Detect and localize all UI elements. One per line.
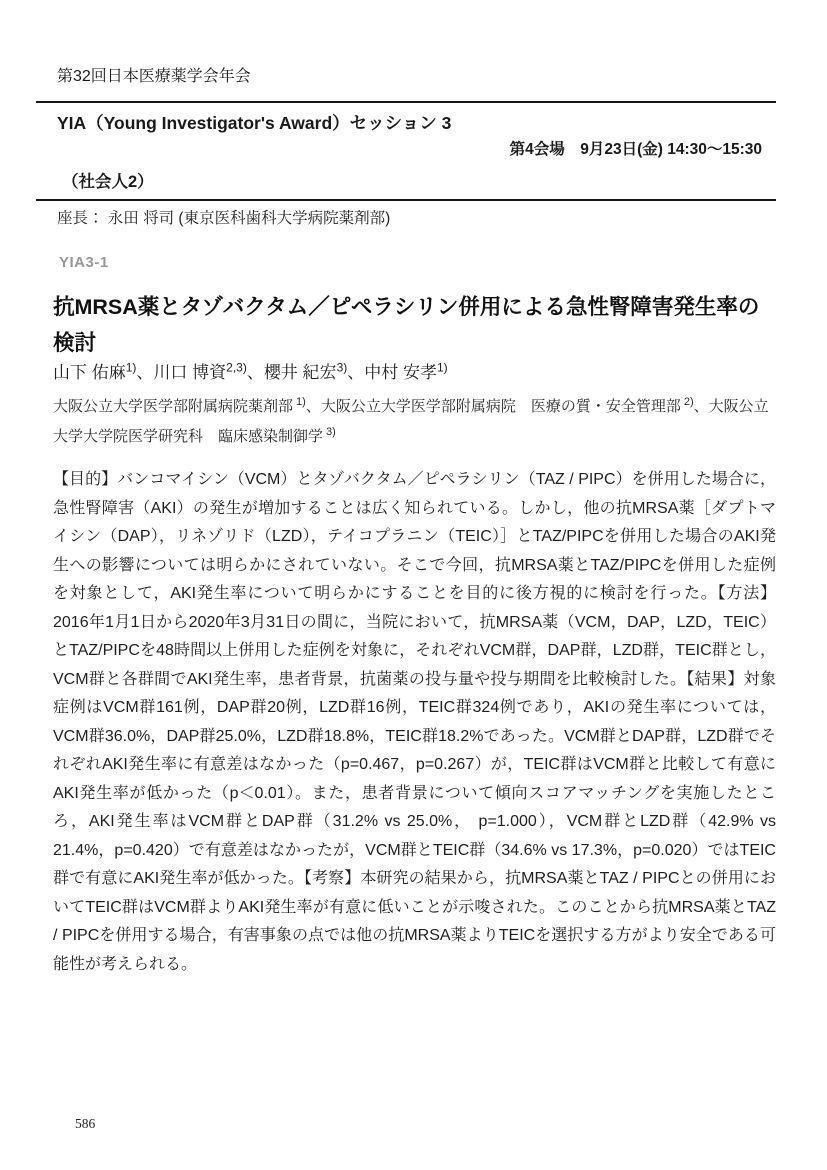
affiliation-separator: 、 bbox=[693, 398, 709, 415]
abstract-body: 【目的】バンコマイシン（VCM）とタゾバクタム／ピペラシリン（TAZ / PIPC）を併用した場合に，急性腎障害（AKI）の発生が増加することは広く知られている。しかし，他の抗MRSA薬［ダプトマイシン（DAP），リネゾリド（LZD），テイコプラニン（TEIC）］とTAZ/PIPCを併用した場合のAKI発生への影響については明らかにされていない。そこで今回，抗MRSA薬とTAZ/PIPCを併用した症例を対象として，AKI発生率について明らかにすることを目的に後方視的に検討を行った。【方法】2016年1月1日から2020年3月31日の間に，当院において，抗MRSA薬（VCM，DAP，LZD，TEIC）とTAZ/PIPCを48時間以上併用した症例を対象に，それぞれVCM群，DAP群，LZD群，TEIC群とし，VCM群と各群間でAKI発生率，患者背景，抗菌薬の投与量や投与期間を比較検討した。【結果】対象症例はVCM群161例，DAP群20例，LZD群16例，TEIC群324例であり，AKIの発生率については，VCM群36.0%，DAP群25.0%，LZD群18.8%，TEIC群18.2%であった。VCM群とDAP群，LZD群でそれぞれAKI発生率に有意差はなかった（p=0.467，p=0.267）が，TEIC群はVCM群と比較して有意にAKI発生率が低かった（p＜0.01）。また，患者背景について傾向スコアマッチングを実施したところ，AKI発生率はVCM群とDAP群（31.2% vs 25.0%， p=1.000），VCM群とLZD群（42.9% vs 21.4%，p=0.420）で有意差はなかったが，VCM群とTEIC群（34.6% vs 17.3%，p=0.020）ではTEIC群で有意にAKI発生率が低かった。【考察】本研究の結果から，抗MRSA薬とTAZ / PIPCとの併用においてTEIC群はVCM群よりAKI発生率が有意に低いことが示唆された。このことから抗MRSA薬とTAZ / PIPCを併用する場合，有害事象の点では他の抗MRSA薬よりTEICを選択する方がより安全である可能性が考えられる。 bbox=[53, 471, 776, 973]
author-affiliation-ref: 2,3) bbox=[226, 360, 247, 375]
author-affiliation-ref: 1) bbox=[436, 360, 448, 375]
session-title: YIA（Young Investigator's Award）セッション 3 bbox=[57, 113, 452, 133]
author-separator: 、 bbox=[347, 363, 365, 382]
page-number: 586 bbox=[75, 1116, 96, 1131]
conference-name: 第32回日本医療薬学会年会 bbox=[57, 68, 251, 85]
session-venue-time: 第4会場 9月23日(金) 14:30～15:30 bbox=[509, 141, 762, 158]
author-separator: 、 bbox=[136, 363, 154, 382]
affiliation-name: 大阪公立大学医学部附属病院薬剤部 bbox=[53, 398, 294, 415]
affiliation-name: 大阪公立大学大学院医学研究科 臨床感染制御学 bbox=[53, 398, 769, 445]
author-separator: 、 bbox=[246, 363, 264, 382]
session-category: （社会人2） bbox=[62, 173, 154, 191]
affiliation-separator: 、 bbox=[305, 398, 321, 415]
abstract-id: YIA3-1 bbox=[59, 254, 109, 271]
affiliation-number: 1) bbox=[296, 396, 306, 408]
author-list bbox=[53, 358, 448, 383]
abstract-title: 抗MRSA薬とタゾバクタム／ピペラシリン併用による急性腎障害発生率の検討 bbox=[53, 295, 760, 355]
author-name: 山下 佑麻 bbox=[53, 363, 126, 382]
affiliation-number: 2) bbox=[683, 396, 694, 408]
chair-divider bbox=[36, 199, 776, 201]
session-chair: 座長： 永田 将司 (東京医科歯科大学病院薬剤部) bbox=[57, 210, 391, 227]
affiliation-name: 大阪公立大学医学部附属病院 医療の質・安全管理部 bbox=[320, 398, 681, 415]
author-name: 櫻井 紀宏 bbox=[263, 363, 337, 382]
affiliation-number: 3) bbox=[326, 425, 336, 438]
author-affiliation-ref: 3) bbox=[336, 360, 348, 375]
affiliation-list bbox=[53, 392, 777, 451]
author-name: 川口 博資 bbox=[153, 363, 227, 382]
author-name: 中村 安孝 bbox=[364, 363, 437, 382]
header-divider bbox=[36, 101, 776, 103]
author-affiliation-ref: 1) bbox=[125, 360, 137, 375]
